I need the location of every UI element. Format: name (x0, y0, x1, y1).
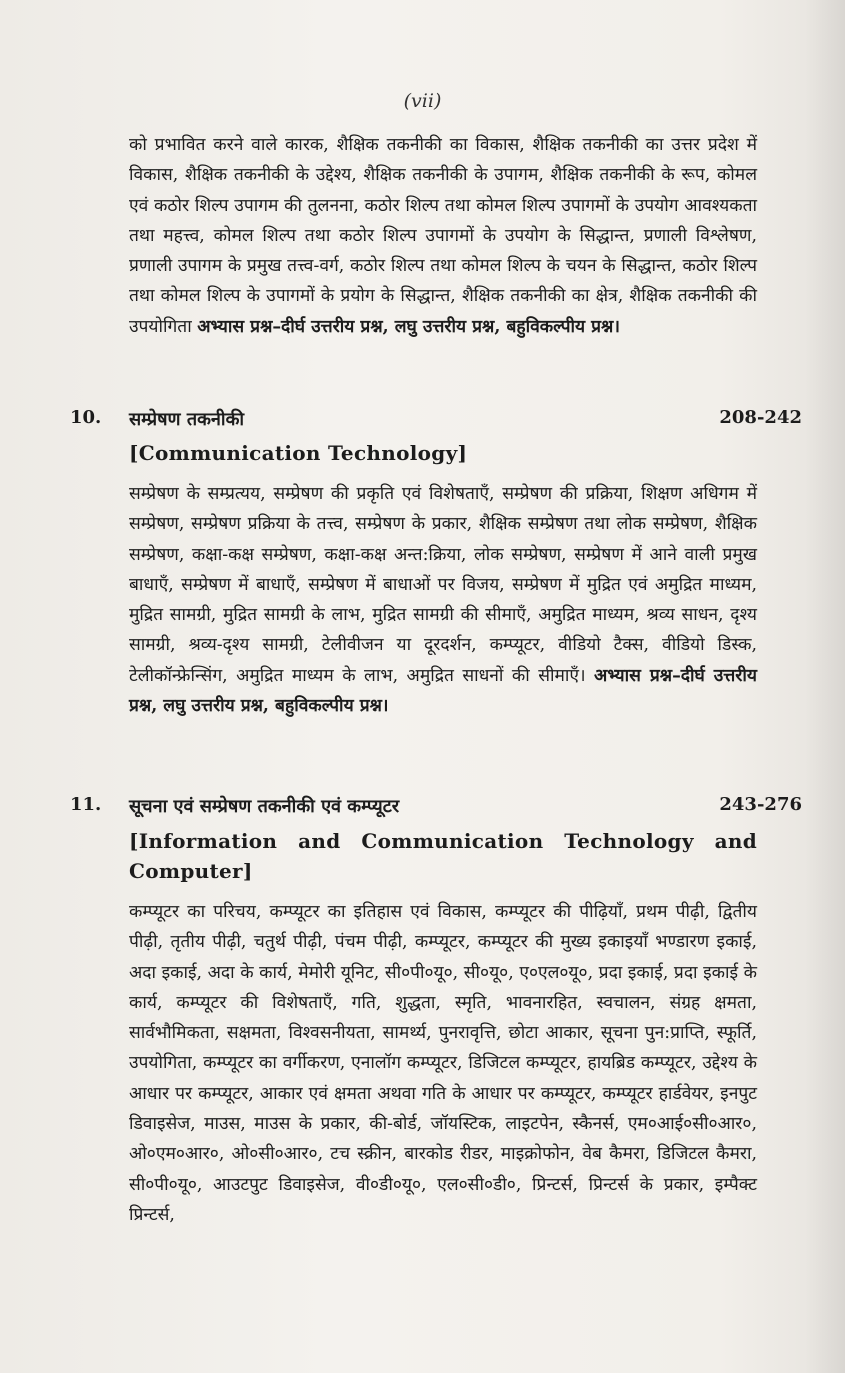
chapter10-paragraph (129, 479, 757, 721)
page-edge-shadow (805, 0, 845, 1373)
page-number: (vii) (403, 90, 442, 112)
chapter10-title: सम्प्रेषण तकनीकी (129, 409, 245, 430)
chapter11-number: 11. (70, 794, 102, 815)
chapter11-page-range: 243-276 (719, 794, 802, 815)
chapter10-page-range: 208-242 (719, 407, 802, 428)
chapter10-exercise-text: अभ्यास प्रश्न–दीर्घ उत्तरीय प्रश्न, लघु उत्तरीय प्रश्न, बहुविकल्पीय प्रश्न। (129, 665, 757, 717)
chapter9-continued-paragraph (129, 130, 757, 342)
chapter11-topics-text: कम्प्यूटर का परिचय, कम्प्यूटर का इतिहास एवं विकास, कम्प्यूटर की पीढ़ियाँ, प्रथम पीढ़ी, द्वितीय पीढ़ी, तृतीय पीढ़ी, चतुर्थ पीढ़ी, पंचम पीढ़ी, कम्प्यूटर, कम्प्यूटर की मुख्य इकाइयाँ भण्डारण इकाई, अदा इकाई, अदा के कार्य, मेमोरी यूनिट, सी०पी०यू०, सी०यू०, ए०एल०यू०, प्रदा इकाई, प्रदा इकाई के कार्य, कम्प्यूटर की विशेषताएँ, गति, शुद्धता, स्मृति, भावनारहित, स्वचालन, संग्रह क्षमता, सार्वभौमिकता, सक्षमता, विश्वसनीयता, सामर्थ्य, पुनरावृत्ति, छोटा आकार, सूचना पुन:प्राप्ति, स्फूर्ति, उपयोगिता, कम्प्यूटर का वर्गीकरण, एनालॉग कम्प्यूटर, डिजिटल कम्प्यूटर, हायब्रिड कम्प्यूटर, उद्देश्य के आधार पर कम्प्यूटर, आकार एवं क्षमता अथवा गति के आधार पर कम्प्यूटर, कम्प्यूटर हार्डवेयर, इनपुट डिवाइसेज, माउस, माउस के प्रकार, की-बोर्ड, जॉयस्टिक, लाइटपेन, स्कैनर्स, एम०आई०सी०आर०, ओ०एम०आर०, ओ०सी०आर०, टच स्क्रीन, बारकोड रीडर, माइक्रोफोन, वेब कैमरा, डिजिटल कैमरा, सी०पी०यू०, आउटपुट डिवाइसेज, वी०डी०यू०, एल०सी०डी०, प्रिन्टर्स, प्रिन्टर्स के प्रकार, इम्पैक्ट प्रिन्टर्स, (129, 902, 757, 1225)
chapter9-exercise-text: अभ्यास प्रश्न–दीर्घ उत्तरीय प्रश्न, लघु उत्तरीय प्रश्न, बहुविकल्पीय प्रश्न। (197, 316, 620, 337)
chapter10-topics-text: सम्प्रेषण के सम्प्रत्यय, सम्प्रेषण की प्रकृति एवं विशेषताएँ, सम्प्रेषण की प्रक्रिया, शिक्षण अधिगम में सम्प्रेषण, सम्प्रेषण प्रक्रिया के तत्त्व, सम्प्रेषण के प्रकार, शैक्षिक सम्प्रेषण तथा लोक सम्प्रेषण, शैक्षिक सम्प्रेषण, कक्षा-कक्ष सम्प्रेषण, कक्षा-कक्ष अन्त:क्रिया, लोक सम्प्रेषण, सम्प्रेषण में आने वाली प्रमुख बाधाएँ, सम्प्रेषण में बाधाएँ, सम्प्रेषण में बाधाओं पर विजय, सम्प्रेषण में मुद्रित एवं अमुद्रित माध्यम, मुद्रित सामग्री, मुद्रित सामग्री के लाभ, मुद्रित सामग्री की सीमाएँ, अमुद्रित माध्यम, श्रव्य साधन, दृश्य सामग्री, श्रव्य-दृश्य सामग्री, टेलीवीजन या दूरदर्शन, कम्प्यूटर, वीडियो टैक्स, वीडियो डिस्क, टेलीकॉन्फ्रेन्सिंग, अमुद्रित माध्यम के लाभ, अमुद्रित साधनों की सीमाएँ। (129, 484, 757, 686)
chapter10-number: 10. (70, 407, 102, 428)
chapter11-title: सूचना एवं सम्प्रेषण तकनीकी एवं कम्प्यूटर (129, 796, 400, 817)
chapter11-paragraph (129, 897, 757, 1230)
chapter9-topics-text: को प्रभावित करने वाले कारक, शैक्षिक तकनीकी का विकास, शैक्षिक तकनीकी का उत्तर प्रदेश में विकास, शैक्षिक तकनीकी के उद्देश्य, शैक्षिक तकनीकी के उपागम, शैक्षिक तकनीकी के रूप, कोमल एवं कठोर शिल्प उपागम की तुलनना, कठोर शिल्प तथा कोमल शिल्प उपागमों के उपयोग आवश्यकता तथा महत्त्व, कोमल शिल्प तथा कठोर शिल्प उपागमों के उपयोग के सिद्धान्त, प्रणाली विश्लेषण, प्रणाली उपागम के प्रमुख तत्त्व-वर्ग, कठोर शिल्प तथा कोमल शिल्प के चयन के सिद्धान्त, कठोर शिल्प तथा कोमल शिल्प के उपागमों के प्रयोग के सिद्धान्त, शैक्षिक तकनीकी का क्षेत्र, शैक्षिक तकनीकी की उपयोगिता (129, 135, 757, 337)
chapter10-english-title: [Communication Technology] (129, 441, 468, 465)
chapter11-english-title: [Information and Communication Technology and Computer] (129, 829, 757, 883)
